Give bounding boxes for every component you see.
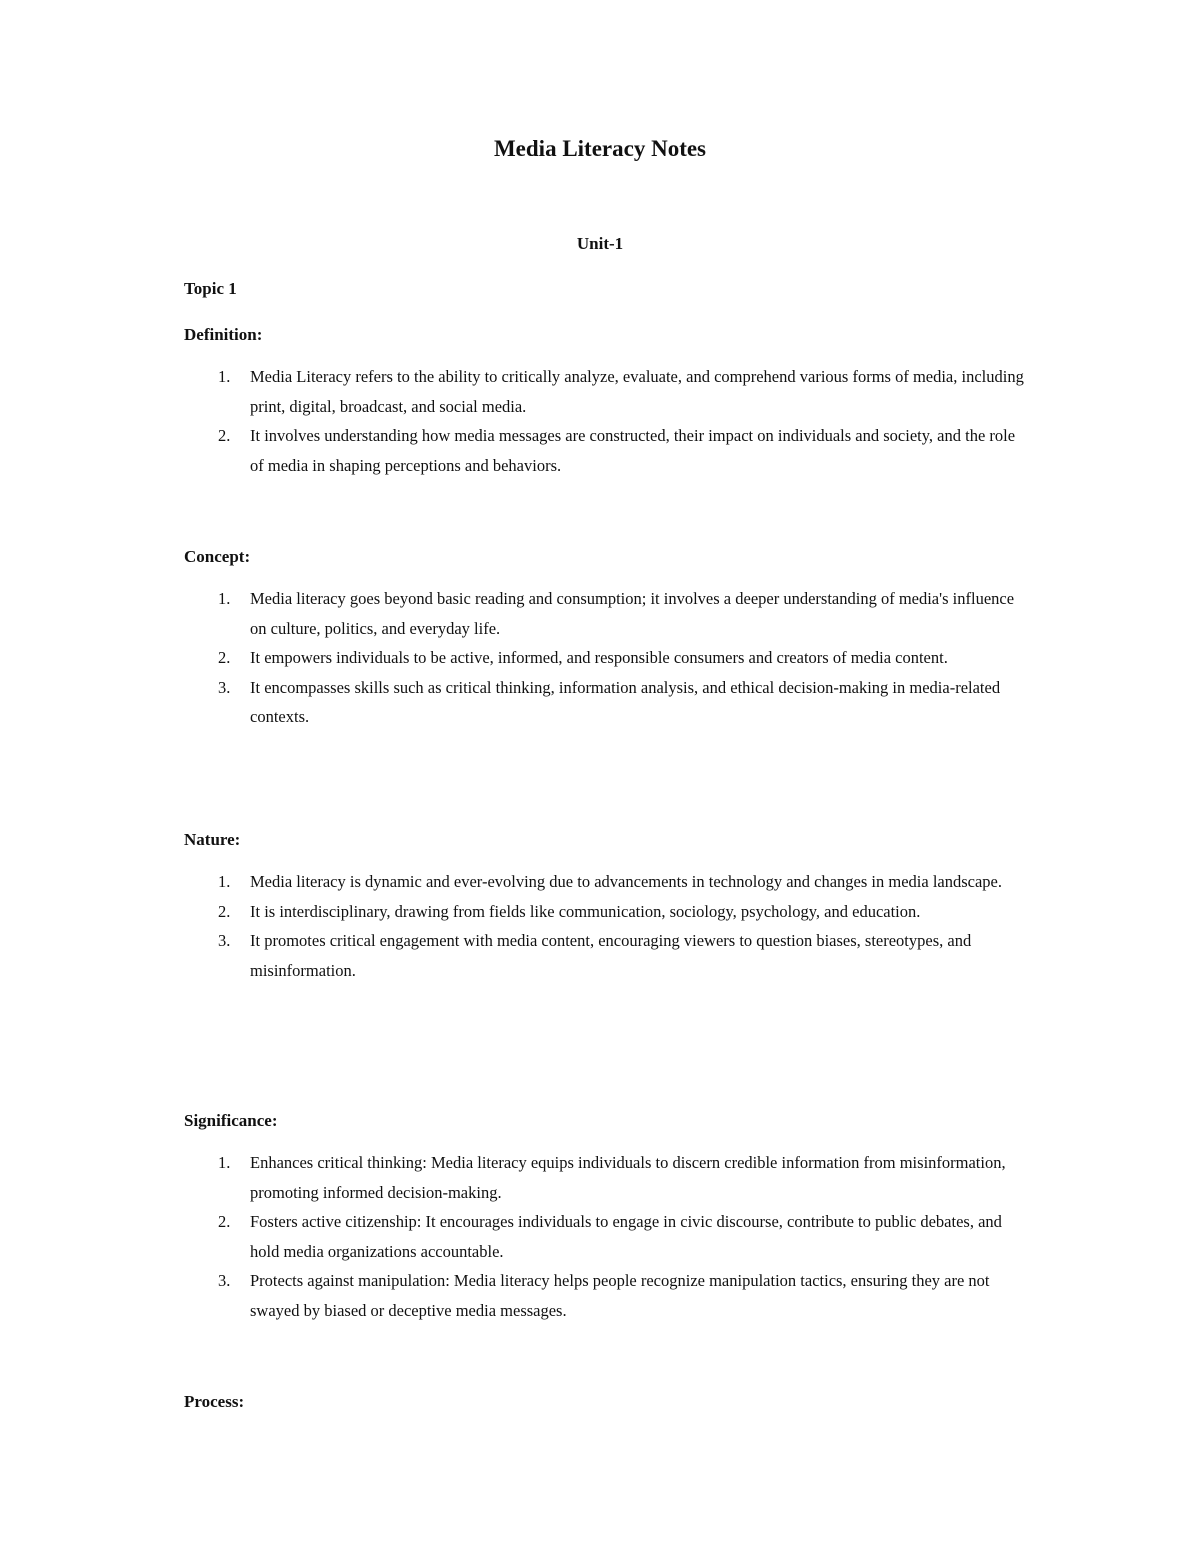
list-item-text: It empowers individuals to be active, informed, and responsible consumers and creators of media content.: [250, 648, 948, 667]
list-item: [184, 1148, 1024, 1207]
list-item: [184, 673, 1024, 732]
nature-list: [184, 867, 1024, 985]
list-item-text: It is interdisciplinary, drawing from fields like communication, sociology, psychology, and education.: [250, 901, 921, 921]
section-heading: Significance:: [184, 1111, 278, 1130]
section-heading: Process:: [184, 1392, 245, 1411]
document-title: Media Literacy Notes: [493, 136, 707, 161]
list-number: 2.: [218, 426, 231, 445]
list-item-text: Protects against manipulation: Media literacy helps people recognize manipulation tactics, ensuring they are not swayed by biased or deceptive media messages.: [250, 1271, 990, 1320]
section-heading: Definition:: [184, 325, 263, 344]
list-item-text: Fosters active citizenship: It encourages individuals to engage in civic discourse, contribute to public debates, and hold media organizations accountable.: [250, 1212, 1002, 1261]
section-process: [184, 1391, 1024, 1429]
significance-list: [184, 1148, 1024, 1325]
section-nature: [184, 829, 1024, 985]
list-number: 3.: [218, 1271, 231, 1290]
list-number: 2.: [218, 901, 231, 921]
list-item-text: Media literacy is dynamic and ever-evolving due to advancements in technology and changes in media landscape.: [250, 872, 1002, 891]
list-item: [184, 1207, 1024, 1266]
list-item-text: It promotes critical engagement with media content, encouraging viewers to question biases, stereotypes, and misinformation.: [250, 931, 972, 980]
section-heading: Concept:: [184, 547, 251, 566]
list-item: [184, 1266, 1024, 1325]
list-item: [184, 584, 1024, 643]
list-number: 1.: [218, 872, 231, 891]
list-number: 1.: [218, 589, 231, 608]
section-concept: [184, 546, 1024, 732]
unit-title: Unit-1: [576, 234, 624, 253]
list-number: 2.: [218, 648, 231, 667]
list-item-text: Media Literacy refers to the ability to critically analyze, evaluate, and comprehend various forms of media, including print, digital, broadcast, and social media.: [250, 367, 1024, 416]
list-item: [184, 643, 1024, 673]
list-item: [184, 897, 1024, 927]
list-number: 3.: [218, 931, 231, 950]
list-item: [184, 362, 1024, 421]
section-heading: Nature:: [184, 830, 241, 849]
list-item: [184, 926, 1024, 985]
section-definition: [184, 324, 1024, 480]
section-significance: [184, 1110, 1024, 1325]
list-number: 2.: [218, 1212, 231, 1231]
list-number: 1.: [218, 1153, 231, 1172]
concept-list: [184, 584, 1024, 732]
list-number: 1.: [218, 367, 231, 386]
list-item-text: It encompasses skills such as critical thinking, information analysis, and ethical decision-making in media-related contexts.: [250, 677, 1001, 726]
list-item-text: Media literacy goes beyond basic reading and consumption; it involves a deeper understanding of media's influence on culture, politics, and everyday life.: [250, 589, 1015, 638]
list-item-text: Enhances critical thinking: Media literacy equips individuals to discern credible information from misinformation, promoting informed decision-making.: [250, 1153, 1006, 1202]
list-item: [184, 867, 1024, 897]
list-number: 3.: [218, 677, 231, 697]
definition-list: [184, 362, 1024, 480]
list-item-text: It involves understanding how media messages are constructed, their impact on individuals and society, and the role of media in shaping perceptions and behaviors.: [250, 426, 1016, 475]
list-item: [184, 421, 1024, 480]
topic-title: Topic 1: [184, 279, 237, 298]
